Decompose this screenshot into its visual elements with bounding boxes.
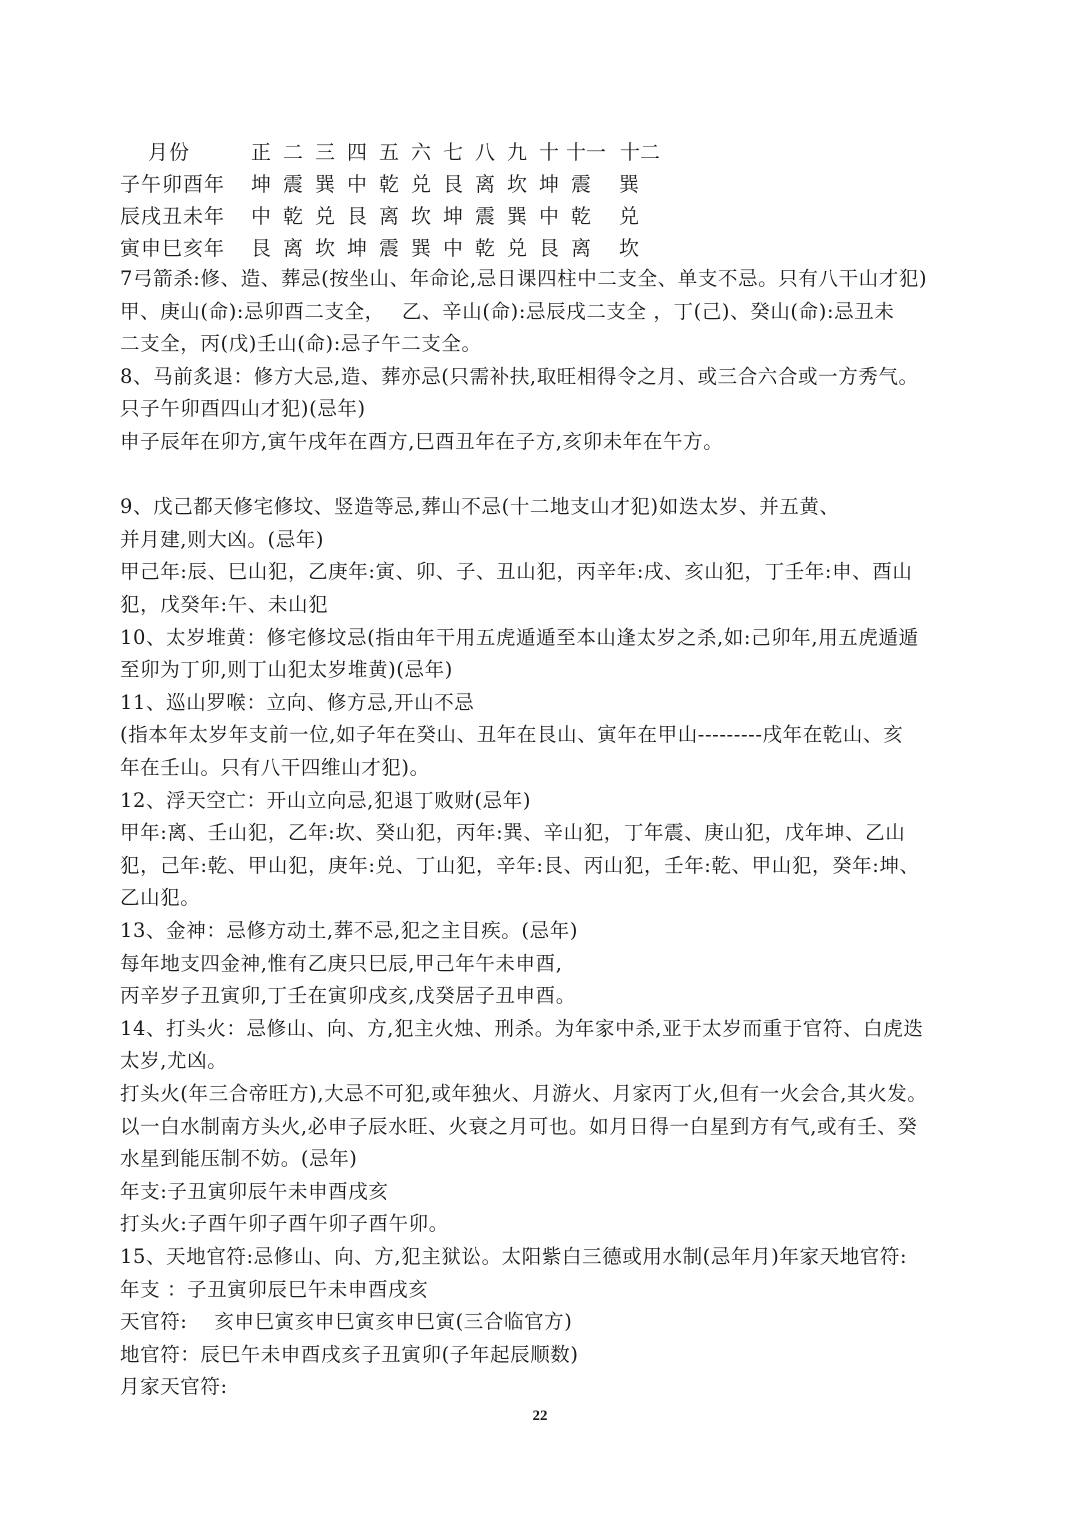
trigram-cell: 中 [347,172,367,196]
month-cell: 八 [475,140,495,164]
text-line: 年支 ：子丑寅卯辰巳午未申酉戌亥 [120,1278,429,1301]
trigram-cell: 离 [379,204,399,228]
trigram-cell: 坤 [443,204,463,228]
month-cell: 五 [379,140,399,164]
trigram-cell: 艮 [347,204,367,228]
trigram-cell: 坎 [411,204,431,228]
text-line: 10、太岁堆黄：修宅修坟忌(指由年干用五虎遁遁至本山逢太岁之杀,如:己卯年,用五虎遁遁 [120,626,919,649]
trigram-cell: 兑 [619,204,639,228]
month-cell: 二 [283,140,303,164]
text-line: 太岁,尤凶。 [120,1049,228,1072]
trigram-cell: 巽 [315,172,335,196]
trigram-cell: 巽 [619,172,639,196]
trigram-cell: 坎 [507,172,527,196]
trigram-cell: 坤 [539,172,559,196]
text-line: 至卯为丁卯,则丁山犯太岁堆黄)(忌年) [120,658,453,681]
text-line: 犯，己年:乾、甲山犯，庚年:兑、丁山犯，辛年:艮、丙山犯，壬年:乾、甲山犯，癸年:坤、 [120,854,920,877]
month-cell: 十一 [566,140,606,164]
trigram-cell: 坎 [619,236,639,260]
trigram-cell: 乾 [283,204,303,228]
month-cell: 正 [251,140,271,164]
text-line: 以一白水制南方头火,必申子辰水旺、火衰之月可也。如月日得一白星到方有气,或有壬、癸 [120,1115,918,1138]
trigram-cell: 离 [571,236,591,260]
month-header-row [0,136,1080,168]
trigram-cell: 乾 [571,204,591,228]
text-line: 月家天官符: [120,1375,228,1398]
trigram-cell: 兑 [315,204,335,228]
trigram-cell: 震 [475,204,495,228]
text-line: 8、马前炙退：修方大忌,造、葬亦忌(只需补扶,取旺相得令之月、或三合六合或一方秀气。 [120,365,919,388]
text-line: 14、打头火：忌修山、向、方,犯主火烛、刑杀。为年家中杀,亚于太岁而重于官符、白虎迭 [120,1017,924,1040]
text-line: 乙山犯。 [120,886,201,909]
text-line: 7弓箭杀:修、造、葬忌(按坐山、年命论,忌日课四柱中二支全、单支不忌。只有八干山才犯) [120,267,928,290]
text-line: 申子辰年在卯方,寅午戌年在酉方,巳酉丑年在子方,亥卯未年在午方。 [120,430,724,453]
text-line: 甲年:离、壬山犯，乙年:坎、癸山犯，丙年:巽、辛山犯，丁年震、庚山犯，戊年坤、乙山 [120,821,906,844]
trigram-cell: 震 [379,236,399,260]
month-cell: 十 [539,140,559,164]
trigram-cell: 兑 [411,172,431,196]
text-line: 甲、庚山(命):忌卯酉二支全， 乙、辛山(命):忌辰戌二支全 ，丁(己)、癸山(命):忌丑未 [120,300,895,323]
text-line: 每年地支四金神,惟有乙庚只巳辰,甲己年午未申酉, [120,952,563,975]
trigram-cell: 坎 [315,236,335,260]
trigram-cell: 巽 [507,204,527,228]
trigram-cell: 震 [571,172,591,196]
trigram-cell: 离 [283,236,303,260]
text-line: 打头火(年三合帝旺方),大忌不可犯,或年独火、月游火、月家丙丁火,但有一火会合,其火发。 [120,1082,928,1105]
trigram-cell: 艮 [251,236,271,260]
trigram-cell: 中 [251,204,271,228]
month-table-row [0,232,1080,264]
text-line: 犯，戊癸年:午、未山犯 [120,593,329,616]
text-line: 天官符: 亥申巳寅亥申巳寅亥申巳寅(三合临官方) [120,1310,573,1333]
month-cell: 四 [347,140,367,164]
text-line: 9、戊己都天修宅修坟、竖造等忌,葬山不忌(十二地支山才犯)如迭太岁、并五黄、 [120,495,840,518]
trigram-cell: 坤 [347,236,367,260]
text-line: 只子午卯酉四山才犯)(忌年) [120,397,366,420]
month-cell: 七 [443,140,463,164]
month-table-row [0,168,1080,200]
month-cell: 九 [507,140,527,164]
text-line: 水星到能压制不妨。(忌年) [120,1147,358,1170]
trigram-cell: 艮 [539,236,559,260]
text-line: 15、天地官符:忌修山、向、方,犯主狱讼。太阳紫白三德或用水制(忌年月)年家天地官符: [120,1245,908,1268]
text-line: 打头火:子酉午卯子酉午卯子酉午卯。 [120,1212,449,1235]
text-line: 并月建,则大凶。(忌年) [120,528,325,551]
text-line: 甲己年:辰、巳山犯，乙庚年:寅、卯、子、丑山犯，丙辛年:戌、亥山犯，丁壬年:申、酉山 [120,560,913,583]
trigram-cell: 坤 [251,172,271,196]
text-line: 12、浮天空亡：开山立向忌,犯退丁败财(忌年) [120,789,532,812]
trigram-cell: 中 [443,236,463,260]
trigram-cell: 离 [475,172,495,196]
trigram-cell: 兑 [507,236,527,260]
trigram-cell: 中 [539,204,559,228]
text-line: 丙辛岁子丑寅卯,丁壬在寅卯戌亥,戊癸居子丑申酉。 [120,984,576,1007]
text-line: 年支:子丑寅卯辰午未申酉戌亥 [120,1180,389,1203]
text-line: 13、金神：忌修方动土,葬不忌,犯之主目疾。(忌年) [120,919,579,942]
trigram-cell: 巽 [411,236,431,260]
month-cell: 三 [315,140,335,164]
month-cell: 十二 [620,140,660,164]
trigram-cell: 乾 [475,236,495,260]
row-label: 寅申巳亥年 [120,236,225,260]
text-line: 二支全，丙(戊)壬山(命):忌子午二支全。 [120,332,482,355]
text-line: (指本年太岁年支前一位,如子年在癸山、丑年在艮山、寅年在甲山---------戌年在乾山、亥 [120,723,904,746]
month-cell: 六 [411,140,431,164]
row-label: 子午卯酉年 [120,172,225,196]
trigram-cell: 震 [283,172,303,196]
trigram-cell: 乾 [379,172,399,196]
row-label: 辰戌丑未年 [120,204,225,228]
text-line: 11、巡山罗喉：立向、修方忌,开山不忌 [120,691,475,714]
text-line: 地官符：辰巳午未申酉戌亥子丑寅卯(子年起辰顺数) [120,1343,579,1366]
page-number: 22 [532,1408,548,1424]
trigram-cell: 艮 [443,172,463,196]
text-line: 年在壬山。只有八干四维山才犯)。 [120,756,430,779]
month-header-label: 月份 [148,140,190,164]
month-table-row [0,200,1080,232]
